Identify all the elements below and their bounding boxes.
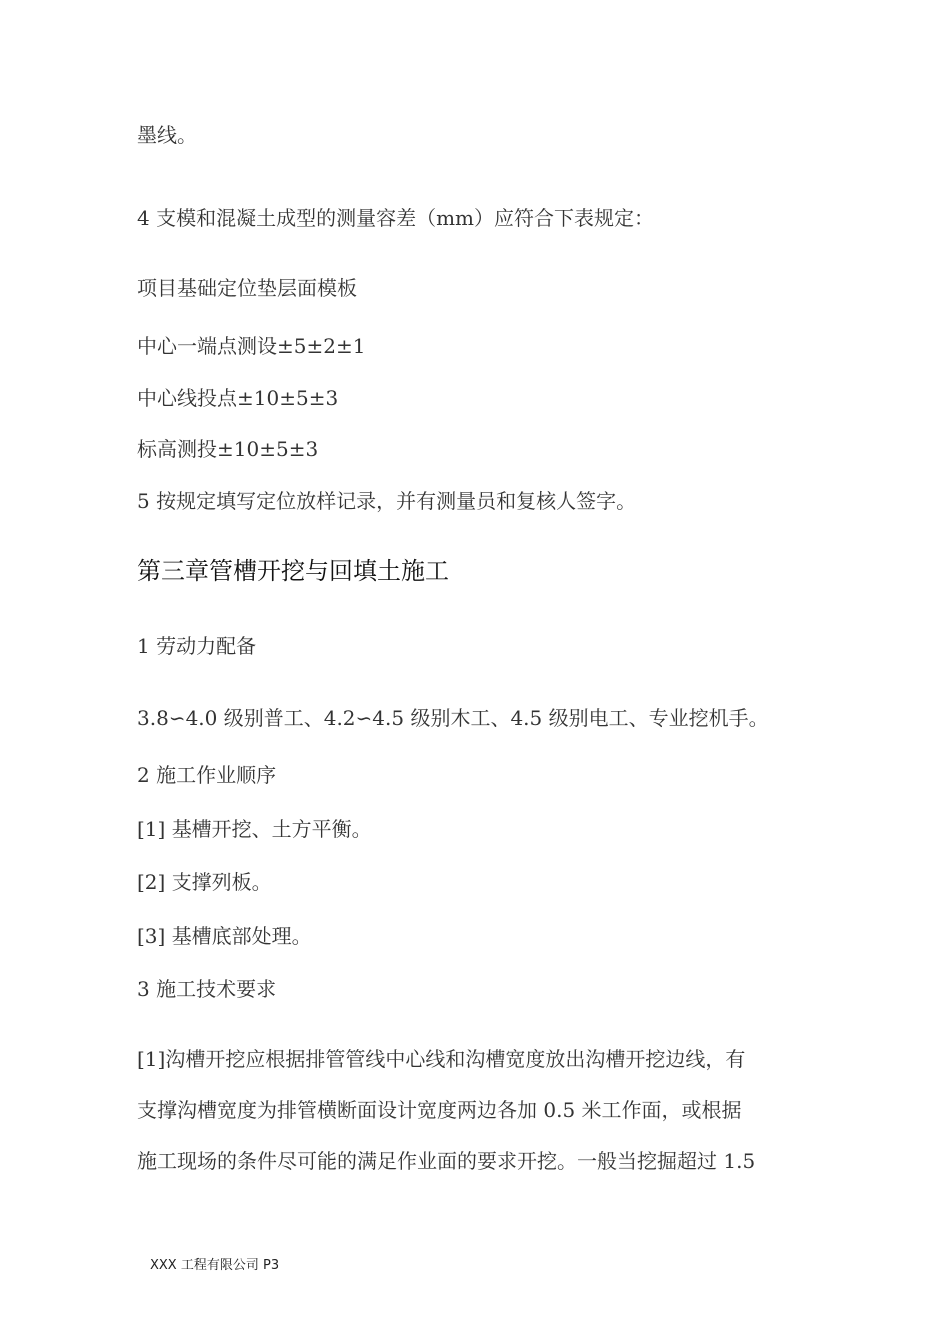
paragraph-line: 墨线。 xyxy=(137,123,197,147)
table-row-line: 中心一端点测设±5±2±1 xyxy=(137,334,366,358)
chapter-heading: 第三章管槽开挖与回填土施工 xyxy=(137,557,449,585)
section-heading: 1 劳动力配备 xyxy=(137,634,257,658)
table-row-line: 中心线投点±10±5±3 xyxy=(137,386,339,410)
paragraph-line: [1]沟槽开挖应根据排管管线中心线和沟槽宽度放出沟槽开挖边线，有 xyxy=(137,1047,746,1071)
paragraph-line: 支撑沟槽宽度为排管横断面设计宽度两边各加 0.5 米工作面，或根据 xyxy=(137,1098,742,1122)
paragraph-line: 5 按规定填写定位放样记录，并有测量员和复核人签字。 xyxy=(137,489,637,513)
paragraph-line: 3.8∽4.0 级别普工、4.2∽4.5 级别木工、4.5 级别电工、专业挖机手。 xyxy=(137,706,769,730)
paragraph-line: 施工现场的条件尽可能的满足作业面的要求开挖。一般当挖掘超过 1.5 xyxy=(137,1149,756,1173)
list-item: [3] 基槽底部处理。 xyxy=(137,924,312,948)
list-item: [2] 支撑列板。 xyxy=(137,870,272,894)
table-row-line: 标高测投±10±5±3 xyxy=(137,437,319,461)
section-heading: 2 施工作业顺序 xyxy=(137,763,277,787)
page-footer: XXX 工程有限公司 P3 xyxy=(150,1258,280,1273)
list-item: [1] 基槽开挖、土方平衡。 xyxy=(137,817,372,841)
paragraph-line: 4 支模和混凝土成型的测量容差（mm）应符合下表规定： xyxy=(137,206,655,230)
table-header-line: 项目基础定位垫层面模板 xyxy=(137,276,357,300)
section-heading: 3 施工技术要求 xyxy=(137,977,277,1001)
